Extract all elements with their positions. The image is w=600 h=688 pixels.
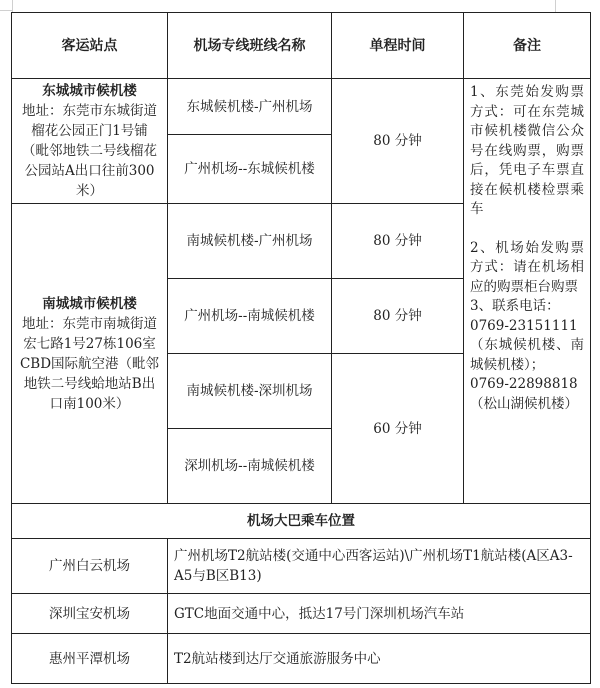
trip-time: 80 分钟 [332,79,464,204]
notes-cell [464,79,591,504]
note-item-1: 1、东莞始发购票方式：可在东莞城市候机楼微信公众号在线购票，购票后，凭电子车票直接在候机楼检票乘车 [470,84,584,217]
pickup-title: 机场大巴乘车位置 [12,504,591,539]
header-time: 单程时间 [332,13,464,79]
station-address: 地址：东莞市东城街道榴花公园正门1号铺（毗邻地铁二号线榴花公园站A出口往前300米） [22,103,157,199]
pickup-location: 广州机场T2航站楼(交通中心西客运站)\广州机场T1航站楼(A区A3-A5与B区B13) [168,539,591,594]
route-name: 南城候机楼-广州机场 [168,204,332,279]
trip-time: 80 分钟 [332,279,464,354]
phone-number-2: 0769-22898818 [470,376,578,392]
note-item-3-label: 3、联系电话： [470,298,560,314]
station-name: 东城城市候机楼 [42,83,137,99]
pickup-row [12,634,591,684]
header-row [12,13,591,79]
station-address: 地址：东莞市南城街道宏七路1号27栋106室CBD国际航空港（毗邻地铁二号线蛤地站B出口南100米） [19,315,160,412]
trip-time: 60 分钟 [332,354,464,504]
note-item-2: 2、机场始发购票方式：请在机场相应的购票柜台购票 [470,239,584,295]
pickup-title-row [12,504,591,539]
table-row [12,79,591,135]
pickup-location: GTC地面交通中心，抵达17号门深圳机场汽车站 [168,594,591,634]
phone-number-1: 0769-23151111 [470,317,578,334]
airport-name: 深圳宝安机场 [12,594,168,634]
pickup-row [12,594,591,634]
route-name: 广州机场--东城候机楼 [168,135,332,204]
station-name: 南城城市候机楼 [42,295,137,312]
trip-time: 80 分钟 [332,204,464,279]
airport-name: 广州白云机场 [12,539,168,594]
header-station: 客运站点 [12,13,168,79]
station-nancheng [12,204,168,504]
header-notes: 备注 [464,13,591,79]
phone-1-desc: （东城候机楼、南城候机楼）； [470,337,584,373]
route-name: 深圳机场--南城候机楼 [168,429,332,504]
pickup-row [12,539,591,594]
station-dongcheng [12,79,168,204]
phone-2-desc: （松山湖候机楼） [470,395,578,412]
page-guide-line [555,0,556,12]
page-guide-line [12,0,13,12]
route-name: 广州机场--南城候机楼 [168,279,332,354]
route-name: 东城候机楼-广州机场 [168,79,332,135]
page-guide-line [0,10,12,11]
route-name: 南城候机楼-深圳机场 [168,354,332,429]
header-route: 机场专线班线名称 [168,13,332,79]
airport-name: 惠州平潭机场 [12,634,168,684]
airport-shuttle-table [11,12,591,684]
pickup-location: T2航站楼到达厅交通旅游服务中心 [168,634,591,684]
